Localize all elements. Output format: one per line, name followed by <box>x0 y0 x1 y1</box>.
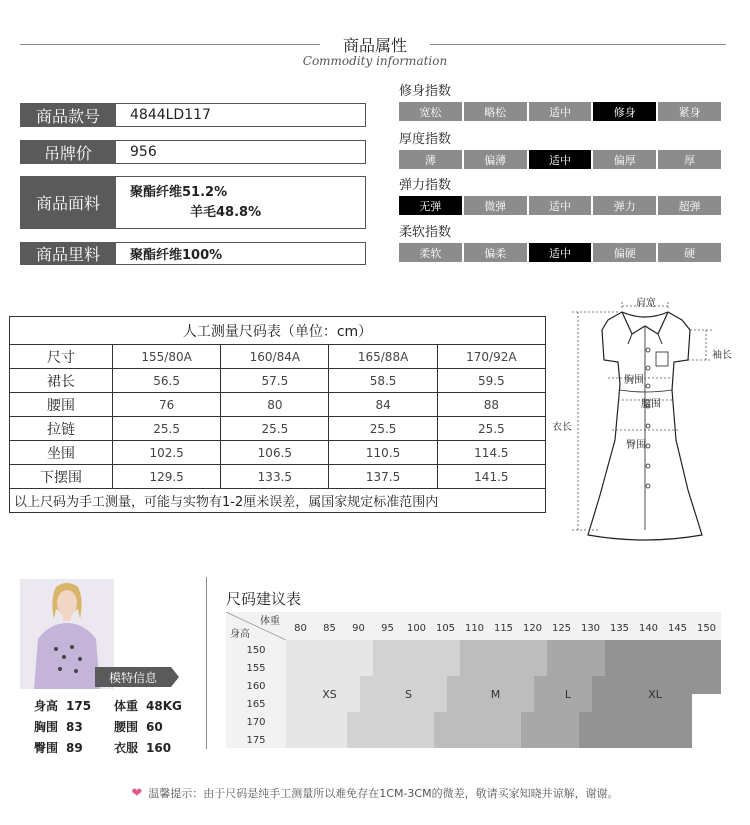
index-option: 宽松 <box>399 102 462 121</box>
index-option: 偏硬 <box>593 243 656 262</box>
model-stat-label: 臀围 <box>34 741 59 755</box>
table-cell: 114.5 <box>437 441 545 465</box>
weight-tick-label: 100 <box>406 623 427 634</box>
height-tick-label: 175 <box>246 735 266 746</box>
size-band-label: XS <box>322 688 337 701</box>
index-option-selected: 适中 <box>529 243 592 262</box>
table-header-cell: 160/84A <box>221 345 329 369</box>
model-stat <box>114 739 171 756</box>
model-stat-label: 腰围 <box>114 720 139 734</box>
table-row-label: 下摆围 <box>10 465 113 489</box>
index-option: 薄 <box>399 150 462 169</box>
table-cell: 58.5 <box>329 369 437 393</box>
weight-tick-label: 150 <box>696 623 717 634</box>
weight-tick-label: 95 <box>381 623 394 634</box>
height-tick-label: 165 <box>246 699 266 710</box>
table-row <box>10 441 546 465</box>
table-cell: 141.5 <box>437 465 545 489</box>
label-shoulder: 肩宽 <box>636 298 656 309</box>
table-row <box>10 417 546 441</box>
size-recommendation-chart <box>226 612 722 752</box>
weight-tick-label: 85 <box>323 623 336 634</box>
table-cell: 25.5 <box>437 417 545 441</box>
table-cell: 106.5 <box>221 441 329 465</box>
model-stat-value: 160 <box>146 741 172 755</box>
index-title: 修身指数 <box>399 84 452 99</box>
label-hip: 臀围 <box>626 440 646 451</box>
table-cell: 102.5 <box>113 441 221 465</box>
index-option: 偏柔 <box>464 243 527 262</box>
footer-text: 温馨提示：由于尺码是纯手工测量所以难免存在1CM-3CM的微差，敬请买家知晓并谅解，谢谢。 <box>148 787 619 800</box>
weight-tick-label: 130 <box>580 623 601 634</box>
dress-diagram <box>560 290 730 545</box>
weight-tick-label: 120 <box>522 623 543 634</box>
height-tick-label: 155 <box>246 663 266 674</box>
index-option-selected: 修身 <box>593 102 656 121</box>
index-option: 偏薄 <box>464 150 527 169</box>
weight-tick-label: 145 <box>667 623 688 634</box>
index-option: 超弹 <box>658 196 721 215</box>
table-row <box>10 465 546 489</box>
table-row <box>10 393 546 417</box>
table-row <box>10 369 546 393</box>
section-divider <box>206 577 207 749</box>
index-option-selected: 无弹 <box>399 196 462 215</box>
index-title: 厚度指数 <box>399 132 452 147</box>
model-stat-label: 体重 <box>114 699 139 713</box>
height-tick-label: 150 <box>246 645 266 656</box>
attr-value-line: 羊毛48.8% <box>190 204 262 220</box>
weight-tick-label: 140 <box>638 623 659 634</box>
attr-key: 商品款号 <box>20 103 116 127</box>
table-header-cell: 155/80A <box>113 345 221 369</box>
table-header-cell: 170/92A <box>437 345 545 369</box>
model-info-label: 模特信息 <box>95 667 171 687</box>
measurement-table <box>9 316 546 513</box>
index-scale <box>399 150 721 169</box>
corner-height-label: 身高 <box>230 629 250 640</box>
height-tick-label: 170 <box>246 717 266 728</box>
size-band-label: S <box>405 688 412 701</box>
index-option: 偏厚 <box>593 150 656 169</box>
label-length: 衣长 <box>552 422 572 433</box>
attr-key: 商品里料 <box>20 242 116 265</box>
index-scale <box>399 243 721 262</box>
model-stat-label: 身高 <box>34 699 59 713</box>
index-option-selected: 适中 <box>529 150 592 169</box>
index-option: 适中 <box>529 196 592 215</box>
model-stat-value: 60 <box>146 720 163 734</box>
index-option: 略松 <box>464 102 527 121</box>
label-sleeve: 袖长 <box>712 350 732 361</box>
attr-lining <box>20 242 366 265</box>
table-header-cell: 尺寸 <box>10 345 113 369</box>
attr-key: 商品面料 <box>20 176 116 229</box>
attr-value <box>116 176 366 229</box>
table-caption: 人工测量尺码表（单位：cm） <box>10 317 546 345</box>
model-stat <box>34 718 83 735</box>
attr-value: 聚酯纤维100% <box>116 242 366 265</box>
size-band-label: L <box>564 688 572 701</box>
attr-key: 吊牌价 <box>20 140 116 164</box>
index-option: 弹力 <box>593 196 656 215</box>
index-scale <box>399 196 721 215</box>
table-cell: 133.5 <box>221 465 329 489</box>
index-title: 柔软指数 <box>399 225 452 240</box>
weight-tick-label: 115 <box>493 623 514 634</box>
table-cell: 57.5 <box>221 369 329 393</box>
attr-value-line: 聚酯纤维51.2% <box>130 184 228 200</box>
model-stat-value: 83 <box>66 720 83 734</box>
size-band-label: XL <box>648 688 662 701</box>
model-stat <box>114 697 182 714</box>
table-header-cell: 165/88A <box>329 345 437 369</box>
table-cell: 129.5 <box>113 465 221 489</box>
model-stat-label: 胸围 <box>34 720 59 734</box>
index-option: 适中 <box>529 102 592 121</box>
table-row-label: 裙长 <box>10 369 113 393</box>
index-option: 硬 <box>658 243 721 262</box>
attr-fabric <box>20 176 366 229</box>
table-cell: 110.5 <box>329 441 437 465</box>
table-cell: 137.5 <box>329 465 437 489</box>
model-stat <box>34 739 83 756</box>
heart-icon: ❤ <box>131 786 143 801</box>
index-scale <box>399 102 721 121</box>
model-stat <box>34 697 91 714</box>
model-stat-label: 衣服 <box>114 741 139 755</box>
weight-tick-label: 80 <box>294 623 307 634</box>
table-row <box>10 345 546 369</box>
weight-tick-label: 105 <box>435 623 456 634</box>
index-title: 弹力指数 <box>399 178 452 193</box>
table-row-label: 腰围 <box>10 393 113 417</box>
table-note: 以上尺码为手工测量，可能与实物有1-2厘米误差，属国家规定标准范围内 <box>10 489 546 513</box>
chart-blank-cell <box>692 694 721 748</box>
table-cell: 56.5 <box>113 369 221 393</box>
footer-note <box>0 785 750 801</box>
badge-arrow-icon <box>171 667 179 687</box>
corner-weight-label: 体重 <box>260 616 280 627</box>
section-subtitle: Commodity information <box>302 54 448 68</box>
model-stat-value: 48KG <box>146 699 182 713</box>
table-cell: 25.5 <box>221 417 329 441</box>
table-cell: 84 <box>329 393 437 417</box>
model-stat <box>114 718 163 735</box>
table-row-label: 拉链 <box>10 417 113 441</box>
table-cell: 25.5 <box>329 417 437 441</box>
weight-tick-label: 90 <box>352 623 365 634</box>
attr-tag-price <box>20 140 366 164</box>
model-stat-value: 89 <box>66 741 83 755</box>
index-option: 厚 <box>658 150 721 169</box>
table-cell: 25.5 <box>113 417 221 441</box>
table-cell: 80 <box>221 393 329 417</box>
weight-tick-label: 135 <box>609 623 630 634</box>
table-cell: 88 <box>437 393 545 417</box>
table-cell: 59.5 <box>437 369 545 393</box>
size-band-label: M <box>490 688 501 701</box>
chart-axis-bg <box>226 640 286 748</box>
weight-tick-label: 110 <box>464 623 485 634</box>
index-option: 紧身 <box>658 102 721 121</box>
index-option: 微弹 <box>464 196 527 215</box>
model-stat-value: 175 <box>66 699 92 713</box>
recommendation-title: 尺码建议表 <box>226 590 302 608</box>
label-waist: 腰围 <box>641 399 661 410</box>
attr-value: 4844LD117 <box>116 103 366 127</box>
section-title: 商品属性 <box>342 36 407 55</box>
model-info-badge <box>95 667 179 687</box>
attr-style-number <box>20 103 366 127</box>
weight-tick-label: 125 <box>551 623 572 634</box>
attr-value: 956 <box>116 140 366 164</box>
table-row-label: 坐围 <box>10 441 113 465</box>
label-chest: 胸围 <box>624 375 644 386</box>
table-cell: 76 <box>113 393 221 417</box>
index-option: 柔软 <box>399 243 462 262</box>
height-tick-label: 160 <box>246 681 266 692</box>
